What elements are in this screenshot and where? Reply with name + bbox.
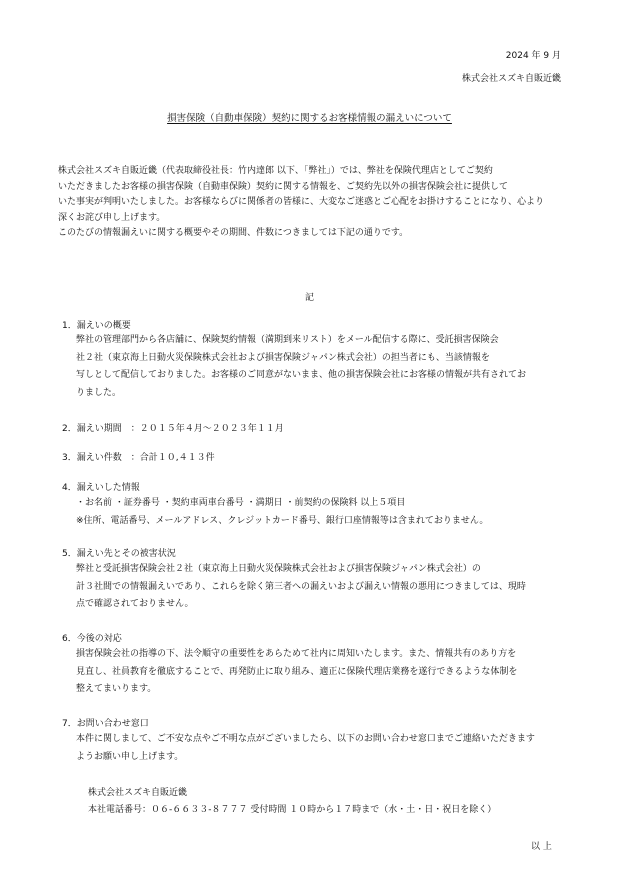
company-name: 株式会社スズキ自販近畿 (461, 74, 561, 84)
section-body (76, 495, 488, 530)
ki-marker: 記 (305, 293, 315, 303)
closing-mark: 以 上 (531, 842, 552, 852)
page-title (0, 110, 619, 124)
intro-line: このたびの情報漏えいに関する概要やその期間、件数につきましては下記の通りです。 (58, 228, 409, 238)
section-line: 損害保険会社の指導の下、法令順守の重要性をあらためて社内に周知いたします。また、情報共有のあり方を (76, 649, 517, 659)
section-line: 見直し、社員教育を徹底することで、再発防止に取り組み、適正に保険代理店業務を遂行できるような体制を (76, 666, 518, 677)
section-body (76, 646, 517, 699)
page-title-text: 損害保険（自動車保険）契約に関するお客様情報の漏えいについて (167, 113, 452, 124)
section-heading: 1．漏えいの概要 (62, 321, 131, 331)
section-line: ・お名前 ・証券番号 ・契約車両車台番号 ・満期日 ・前契約の保険料 以上５項目 (76, 498, 406, 508)
section-line: 写しとして配信しておりました。お客様のご同意がないまま、他の損害保険会社にお客様の情報が共有されてお (76, 370, 527, 380)
section-heading: 2．漏えい期間 ：２０１５年４月～２０２３年１１月 (62, 424, 284, 434)
section-line: ※住所、電話番号、メールアドレス、クレジットカード番号、銀行口座情報等は含まれておりません。 (76, 515, 489, 526)
section-line: ようお願い申し上げます。 (76, 751, 184, 762)
section-heading: 4．漏えいした情報 (62, 483, 140, 493)
section-line: 整えてまいります。 (76, 684, 157, 694)
section-line: 弊社の管理部門から各店舗に、保険契約情報（満期到来リスト）をメール配信する際に、受託損害保険会 (76, 335, 499, 345)
section-line: りました。 (76, 387, 122, 398)
section-line: 点で確認されておりません。 (76, 599, 194, 609)
contact-company: 株式会社スズキ自販近畿 (88, 788, 188, 798)
section-line: 本件に関しまして、ご不安な点やご不明な点がございましたら、以下のお問い合わせ窓口までご連絡いただきます (76, 734, 535, 744)
section-body (76, 561, 526, 614)
section-body (76, 731, 535, 766)
intro-paragraph (58, 164, 544, 242)
contact-phone: 本社電話番号：０６-６６３３-８７７７ 受付時間 １０時から１７時まで（水・土・日・祝日を除く） (88, 805, 497, 815)
section-heading: 3．漏えい件数 ：合計１０,４１３件 (62, 453, 215, 463)
section-line: 社２社（東京海上日動火災保険株式会社および損害保険ジャパン株式会社）の担当者にも、当該情報を (76, 352, 490, 363)
intro-line: いただきましたお客様の損害保険（自動車保険）契約に関する情報を、ご契約先以外の損害保険会社に提供して (58, 181, 509, 192)
intro-line: 株式会社スズキ自販近畿（代表取締役社長：竹内達郎 以下、「弊社」）では、弊社を保険代理店としてご契約 (58, 166, 493, 176)
section-heading: 6．今後の対応 (62, 634, 122, 644)
section-line: 計３社間での情報漏えいであり、これらを除く第三者への漏えいおよび漏えい情報の悪用につきましては、現時 (76, 581, 526, 592)
section-heading: 5．漏えい先とその被害状況 (62, 549, 176, 559)
date: 2024 年 9 月 (505, 51, 561, 61)
intro-line: いた事実が判明いたしました。お客様ならびに関係者の皆様に、大変なご迷惑とご心配をお掛けすることになり、心より (58, 197, 545, 207)
intro-line: 深くお詫び申し上げます。 (58, 212, 166, 223)
section-heading: 7．お問い合わせ窓口 (62, 719, 149, 729)
section-body (76, 332, 526, 402)
section-line: 弊社と受託損害保険会社２社（東京海上日動火災保険株式会社および損害保険ジャパン株式会社）の (76, 564, 481, 574)
